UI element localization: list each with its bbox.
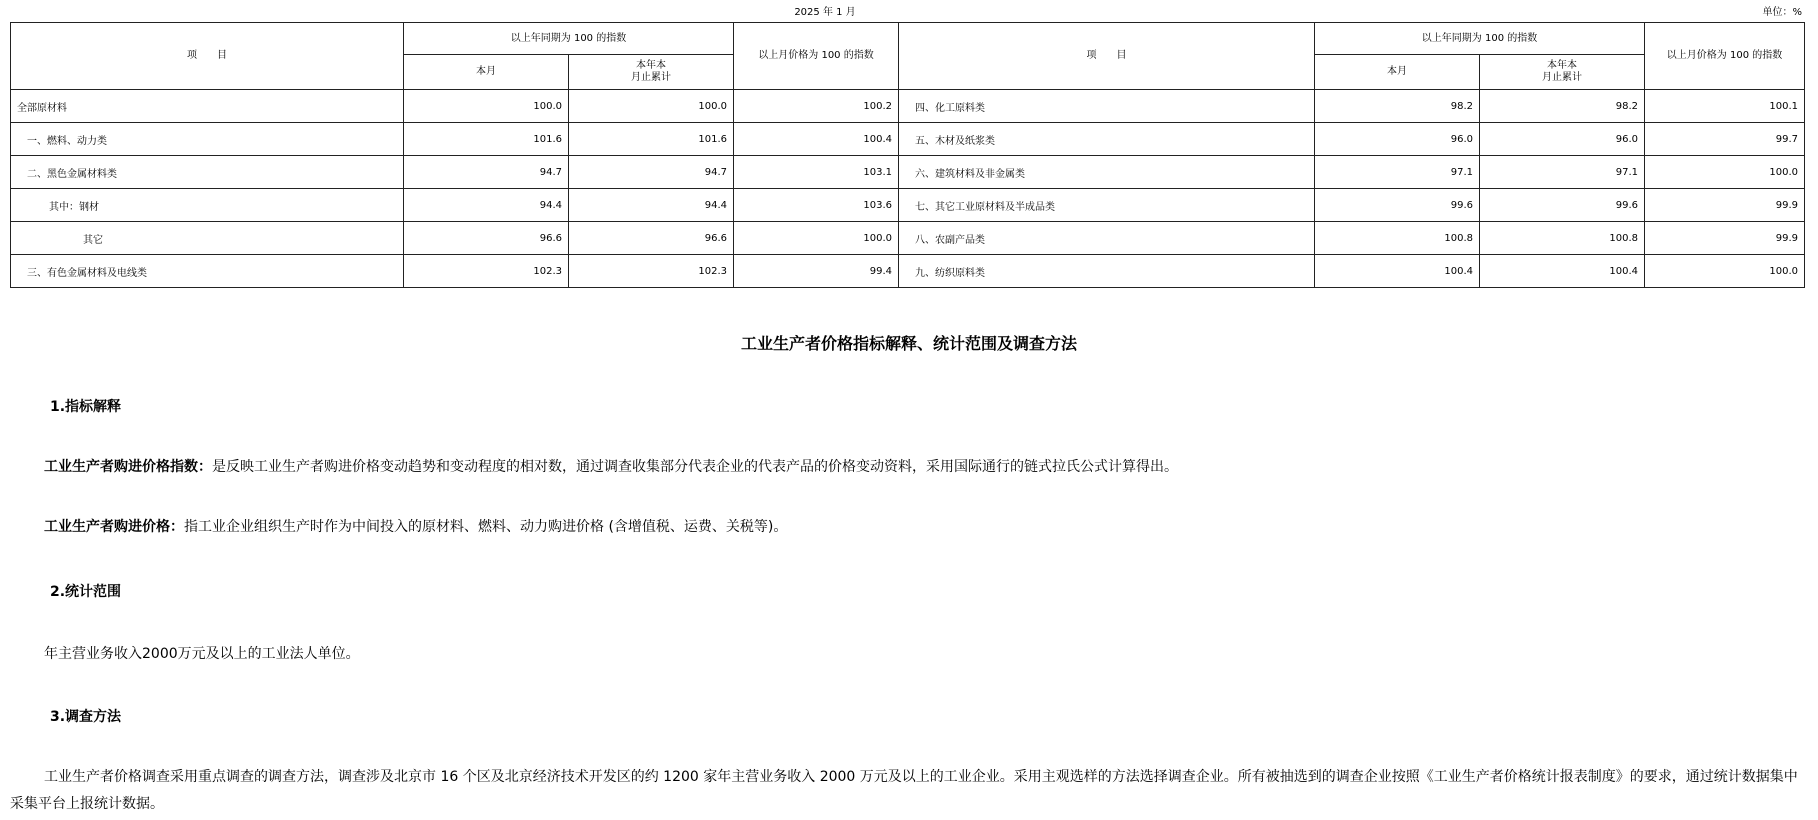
table-row — [11, 189, 1805, 222]
definition-text: 是反映工业生产者购进价格变动趋势和变动程度的相对数，通过调查收集部分代表企业的代表产品的价格变动资料，采用国际通行的链式拉氏公式计算得出。 — [212, 459, 1178, 475]
cell-mom: 99.7 — [1645, 123, 1805, 156]
cell-month: 94.7 — [404, 156, 569, 189]
row-label: 七、其它工业原材料及半成品类 — [899, 189, 1315, 222]
cell-month: 98.2 — [1315, 90, 1480, 123]
method-text: 工业生产者价格调查采用重点调查的调查方法，调查涉及北京市 16 个区及北京经济技术开发区的约 1200 家年主营业务收入 2000 万元及以上的工业企业。采用主观选样的方法选择调查企业。所有被抽选到的调查企业按照《工业生产者价格统计报表制度》的要求，通过统计数据集中采集平台上报统计数据。 — [10, 769, 1798, 812]
header-cum-line1: 本年本 — [1547, 60, 1578, 71]
cell-mom: 99.4 — [734, 255, 899, 288]
row-label: 九、纺织原料类 — [899, 255, 1315, 288]
cell-month: 96.0 — [1315, 123, 1480, 156]
cell-mom: 103.6 — [734, 189, 899, 222]
subheading-definitions: 1.指标解释 — [50, 399, 122, 415]
header-month-right: 本月 — [1315, 55, 1480, 90]
cell-cumulative: 94.4 — [569, 189, 734, 222]
cell-month: 102.3 — [404, 255, 569, 288]
definition-text: 指工业企业组织生产时作为中间投入的原材料、燃料、动力购进价格 (含增值税、运费、关税等)。 — [184, 519, 788, 535]
term-purchase-price-index: 工业生产者购进价格指数： — [44, 459, 212, 475]
table-header-row — [11, 23, 1805, 55]
header-item-left: 项 目 — [11, 23, 404, 90]
header-cum-line1: 本年本 — [636, 60, 666, 71]
table-row — [11, 255, 1805, 288]
cell-cumulative: 101.6 — [569, 123, 734, 156]
cell-mom: 99.9 — [1645, 189, 1805, 222]
price-index-table — [10, 22, 1805, 288]
row-label: 四、化工原料类 — [899, 90, 1315, 123]
cell-cumulative: 94.7 — [569, 156, 734, 189]
cell-cumulative: 96.0 — [1480, 123, 1645, 156]
row-label: 其中：钢材 — [11, 189, 404, 222]
cell-month: 99.6 — [1315, 189, 1480, 222]
header-mom-left: 以上月价格为 100 的指数 — [734, 23, 899, 90]
header-item-right: 项 目 — [899, 23, 1315, 90]
cell-cumulative: 99.6 — [1480, 189, 1645, 222]
cell-cumulative: 100.0 — [569, 90, 734, 123]
cell-mom: 100.4 — [734, 123, 899, 156]
definition-purchase-price — [44, 516, 787, 536]
cell-month: 100.8 — [1315, 222, 1480, 255]
header-mom-right: 以上月价格为 100 的指数 — [1645, 23, 1805, 90]
term-purchase-price: 工业生产者购进价格： — [44, 519, 184, 535]
report-header — [0, 0, 1818, 20]
table-row — [11, 123, 1805, 156]
subheading-scope: 2.统计范围 — [50, 584, 122, 600]
header-yoy-left: 以上年同期为 100 的指数 — [404, 23, 734, 55]
header-month-left: 本月 — [404, 55, 569, 90]
cell-month: 94.4 — [404, 189, 569, 222]
cell-month: 101.6 — [404, 123, 569, 156]
cell-mom: 100.0 — [1645, 156, 1805, 189]
cell-month: 96.6 — [404, 222, 569, 255]
cell-month: 100.4 — [1315, 255, 1480, 288]
definition-purchase-price-index — [44, 456, 1178, 476]
row-label: 五、木材及纸浆类 — [899, 123, 1315, 156]
cell-month: 100.0 — [404, 90, 569, 123]
header-yoy-right: 以上年同期为 100 的指数 — [1315, 23, 1645, 55]
cell-mom: 100.0 — [1645, 255, 1805, 288]
header-cum-line2: 月止累计 — [1542, 72, 1583, 83]
cell-cumulative: 96.6 — [569, 222, 734, 255]
cell-mom: 100.2 — [734, 90, 899, 123]
section-title: 工业生产者价格指标解释、统计范围及调查方法 — [740, 334, 1077, 353]
cell-cumulative: 100.8 — [1480, 222, 1645, 255]
row-label: 六、建筑材料及非金属类 — [899, 156, 1315, 189]
subheading-method: 3.调查方法 — [50, 709, 122, 725]
header-cum-line2: 月止累计 — [631, 72, 671, 83]
header-cumulative-right — [1480, 55, 1645, 90]
table-row — [11, 90, 1805, 123]
cell-cumulative: 97.1 — [1480, 156, 1645, 189]
cell-month: 97.1 — [1315, 156, 1480, 189]
cell-cumulative: 98.2 — [1480, 90, 1645, 123]
cell-cumulative: 100.4 — [1480, 255, 1645, 288]
table-row — [11, 156, 1805, 189]
row-label: 二、黑色金属材料类 — [11, 156, 404, 189]
row-label: 三、有色金属材料及电线类 — [11, 255, 404, 288]
row-label: 一、燃料、动力类 — [11, 123, 404, 156]
header-cumulative-left — [569, 55, 734, 90]
scope-text: 年主营业务收入2000万元及以上的工业法人单位。 — [44, 646, 360, 662]
unit-label: 单位：% — [1762, 7, 1802, 18]
cell-mom: 99.9 — [1645, 222, 1805, 255]
cell-mom: 100.0 — [734, 222, 899, 255]
row-label: 八、农副产品类 — [899, 222, 1315, 255]
cell-mom: 100.1 — [1645, 90, 1805, 123]
row-label: 其它 — [11, 222, 404, 255]
table-row — [11, 222, 1805, 255]
row-label: 全部原材料 — [11, 90, 404, 123]
report-period: 2025 年 1 月 — [794, 7, 856, 18]
cell-mom: 103.1 — [734, 156, 899, 189]
cell-cumulative: 102.3 — [569, 255, 734, 288]
